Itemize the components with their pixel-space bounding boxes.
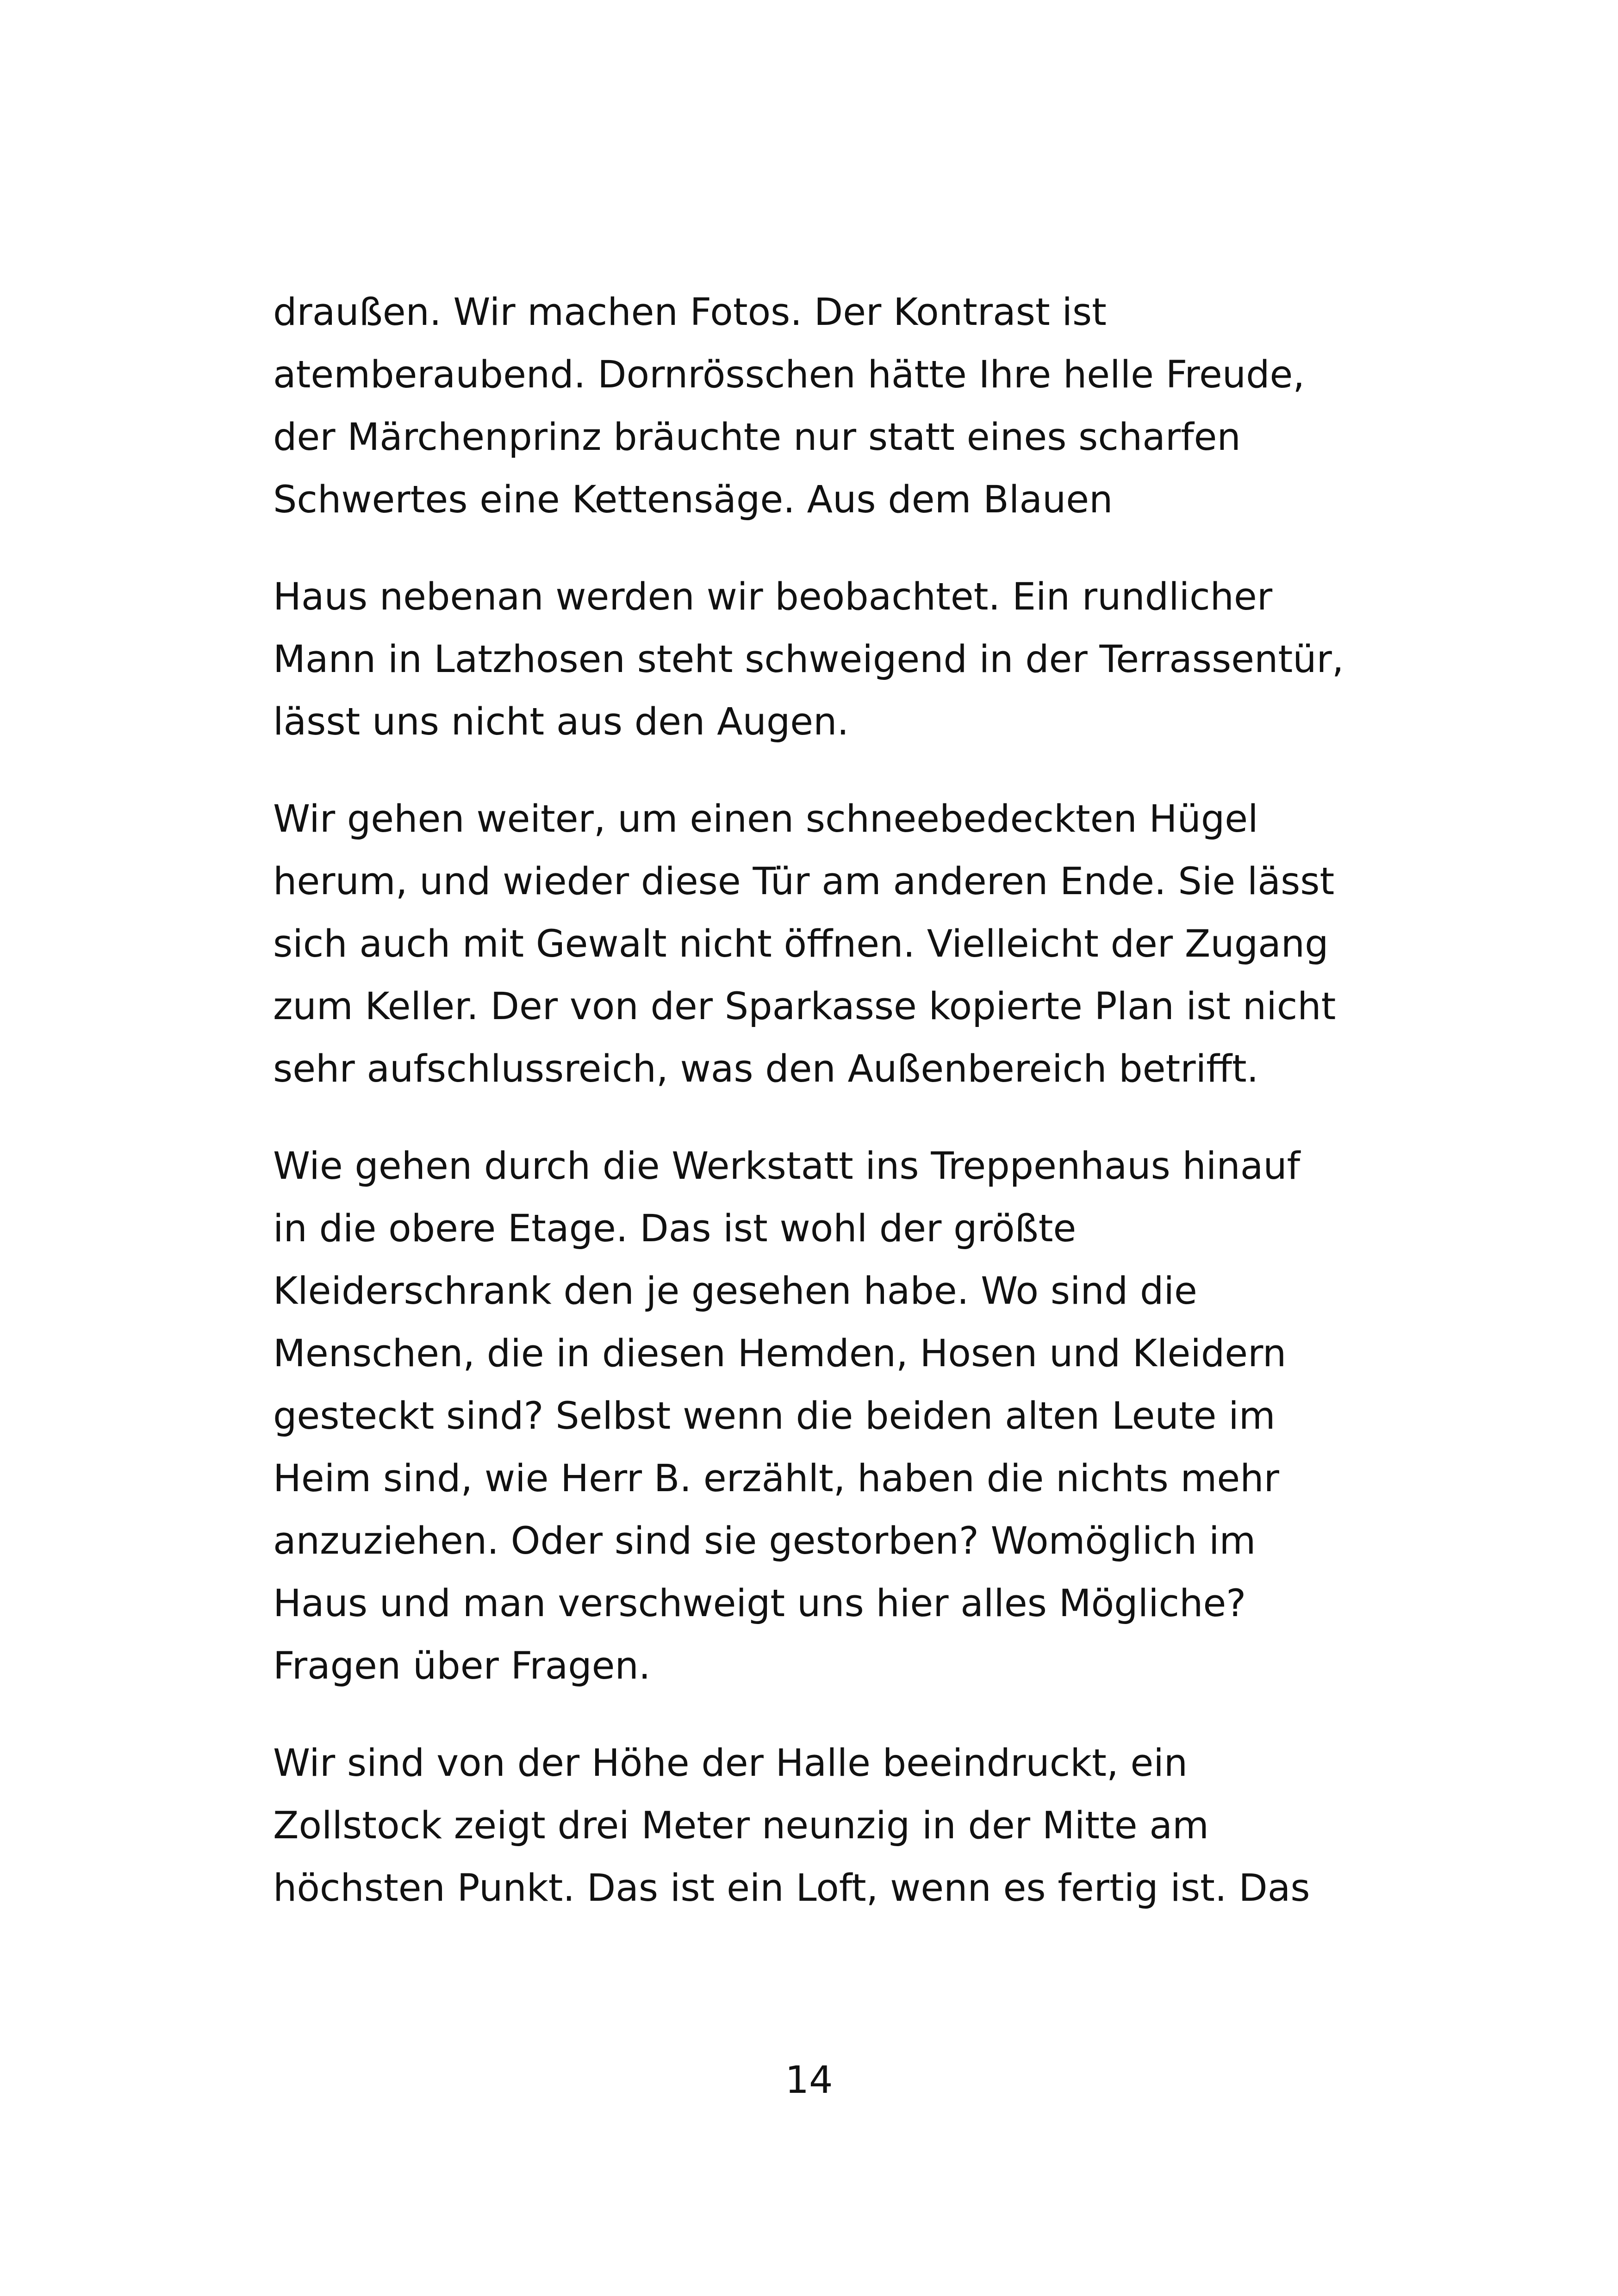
text-line: draußen. Wir machen Fotos. Der Kontrast ist [273,291,1107,334]
text-line: Haus nebenan werden wir beobachtet. Ein rundlicher [273,575,1273,619]
text-line: atemberaubend. Dornrösschen hätte Ihre helle Freude, [273,353,1305,397]
text-line: gesteckt sind? Selbst wenn die beiden alten Leute im [273,1394,1276,1438]
text-line: Zollstock zeigt drei Meter neunzig in der Mitte am [273,1804,1209,1848]
text-line: Wir sind von der Höhe der Halle beeindruckt, ein [273,1742,1188,1785]
text-line: sich auch mit Gewalt nicht öffnen. Vielleicht der Zugang [273,922,1329,966]
text-line: herum, und wieder diese Tür am anderen Ende. Sie lässt [273,860,1335,903]
text-line: Wie gehen durch die Werkstatt ins Treppenhaus hinauf [273,1145,1301,1188]
text-line: zum Keller. Der von der Sparkasse kopierte Plan ist nicht [273,985,1336,1028]
text-line: in die obere Etage. Das ist wohl der größte [273,1207,1077,1251]
text-line: der Märchenprinz bräuchte nur statt eines scharfen [273,416,1241,459]
text-line: Heim sind, wie Herr B. erzählt, haben die nichts mehr [273,1457,1279,1500]
text-line: Haus und man verschweigt uns hier alles Mögliche? [273,1582,1246,1625]
text-line: lässt uns nicht aus den Augen. [273,700,849,744]
text-line: anzuziehen. Oder sind sie gestorben? Womöglich im [273,1519,1256,1563]
text-line: Kleiderschrank den je gesehen habe. Wo sind die [273,1269,1197,1313]
text-line: höchsten Punkt. Das ist ein Loft, wenn es fertig ist. Das [273,1867,1310,1910]
text-line: Fragen über Fragen. [273,1644,651,1688]
text-line: Menschen, die in diesen Hemden, Hosen und Kleidern [273,1332,1287,1375]
page-number: 14 [785,2059,833,2102]
text-line: sehr aufschlussreich, was den Außenbereich betrifft. [273,1047,1259,1091]
text-line: Mann in Latzhosen steht schweigend in der Terrassentür, [273,638,1344,681]
text-line: Schwertes eine Kettensäge. Aus dem Blauen [273,478,1113,522]
text-line: Wir gehen weiter, um einen schneebedeckten Hügel [273,797,1258,841]
